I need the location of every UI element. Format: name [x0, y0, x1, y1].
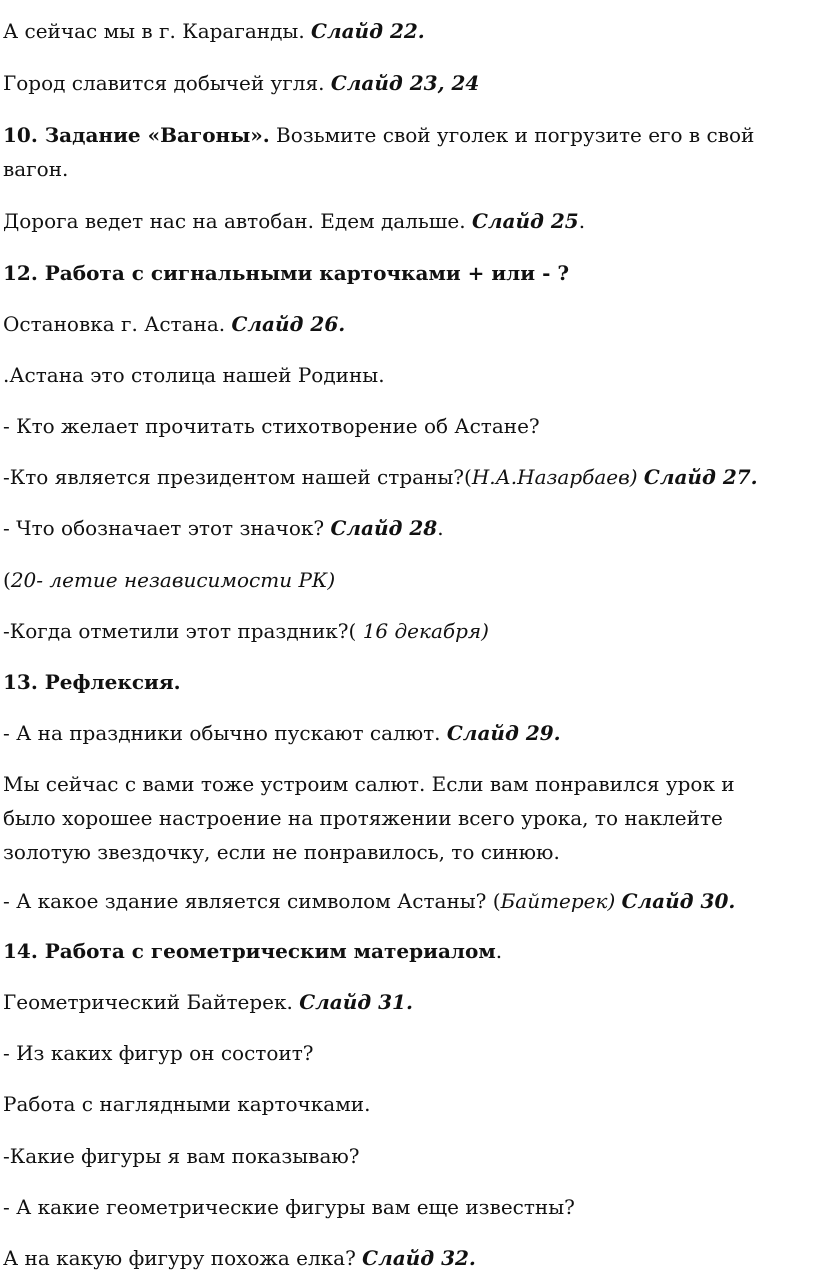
slide-reference: Слайд 22. — [311, 19, 425, 43]
text-run: - Из каких фигур он состоит? — [3, 1041, 314, 1065]
slide-reference: Слайд 23, 24 — [330, 71, 480, 95]
paragraph — [3, 511, 793, 545]
slide-reference: Слайд 29. — [446, 721, 561, 745]
slide-reference: Слайд 32. — [362, 1246, 476, 1270]
paragraph — [3, 767, 793, 869]
section-heading: 10. Задание «Вагоны». — [3, 123, 270, 147]
text-run: . — [495, 939, 503, 963]
paragraph — [3, 884, 793, 918]
slide-reference: Слайд 27. — [643, 465, 758, 489]
paragraph — [3, 358, 793, 392]
text-run: Город славится добычей угля. — [3, 71, 331, 95]
text-run: -Когда отметили этот праздник?( — [3, 619, 363, 643]
paragraph — [3, 563, 793, 597]
section-heading: 14. Работа с геометрическим материалом — [3, 939, 496, 963]
text-run: Возьмите свой уголек и погрузите его в свой вагон. — [3, 123, 755, 181]
slide-reference: Слайд 31. — [299, 990, 413, 1014]
paragraph — [3, 14, 793, 48]
text-run: Работа с наглядными карточками. — [3, 1092, 371, 1116]
text-run: Мы сейчас с вами тоже устроим салют. Если вам понравился урок и было хорошее настроение на протяжении всего урока, то наклейте золотую звездочку, если не понравилось, то синюю. — [3, 772, 735, 864]
text-run: А сейчас мы в г. Караганды. — [3, 19, 312, 43]
paragraph — [3, 1190, 793, 1224]
text-run: - А на праздники обычно пускают салют. — [3, 721, 447, 745]
text-run: . — [578, 209, 586, 233]
paragraph — [3, 409, 793, 443]
paragraph — [3, 66, 793, 100]
paragraph — [3, 665, 793, 699]
text-run: .Астана это столица нашей Родины. — [3, 363, 385, 387]
text-run: -Кто является президентом нашей страны?( — [3, 465, 472, 489]
answer-text: 20- летие независимости РК) — [10, 568, 336, 592]
paragraph — [3, 985, 793, 1019]
text-run: А на какую фигуру похожа елка? — [3, 1246, 363, 1270]
paragraph — [3, 1087, 793, 1121]
answer-text: Н.А.Назарбаев) — [471, 465, 638, 489]
answer-text: 16 декабря) — [362, 619, 489, 643]
paragraph — [3, 204, 793, 238]
paragraph — [3, 614, 793, 648]
paragraph — [3, 1036, 793, 1070]
paragraph — [3, 460, 793, 494]
text-run: ( — [3, 568, 11, 592]
paragraph — [3, 1241, 793, 1275]
slide-reference: Слайд 26. — [231, 312, 346, 336]
text-run: - Кто желает прочитать стихотворение об Астане? — [3, 414, 540, 438]
text-run: - А какие геометрические фигуры вам еще известны? — [3, 1195, 575, 1219]
text-run: . — [437, 516, 444, 540]
slide-reference: Слайд 30. — [621, 889, 736, 913]
text-run: Остановка г. Астана. — [3, 312, 232, 336]
text-run: Геометрический Байтерек. — [3, 990, 300, 1014]
section-heading: 12. Работа с сигнальными карточками + или - ? — [3, 261, 570, 285]
answer-text: Байтерек) — [500, 889, 616, 913]
text-run: - Что обозначает этот значок? — [3, 516, 331, 540]
text-run: -Какие фигуры я вам показываю? — [3, 1144, 360, 1168]
paragraph — [3, 118, 793, 186]
slide-reference: Слайд 25 — [471, 209, 579, 233]
text-run: - А какое здание является символом Астаны? ( — [3, 889, 501, 913]
paragraph — [3, 256, 793, 290]
paragraph — [3, 716, 793, 750]
paragraph — [3, 1139, 793, 1173]
paragraph — [3, 307, 793, 341]
slide-reference: Слайд 28 — [330, 516, 438, 540]
text-run: Дорога ведет нас на автобан. Едем дальше. — [3, 209, 472, 233]
section-heading: 13. Рефлексия. — [3, 670, 181, 694]
paragraph — [3, 934, 793, 968]
